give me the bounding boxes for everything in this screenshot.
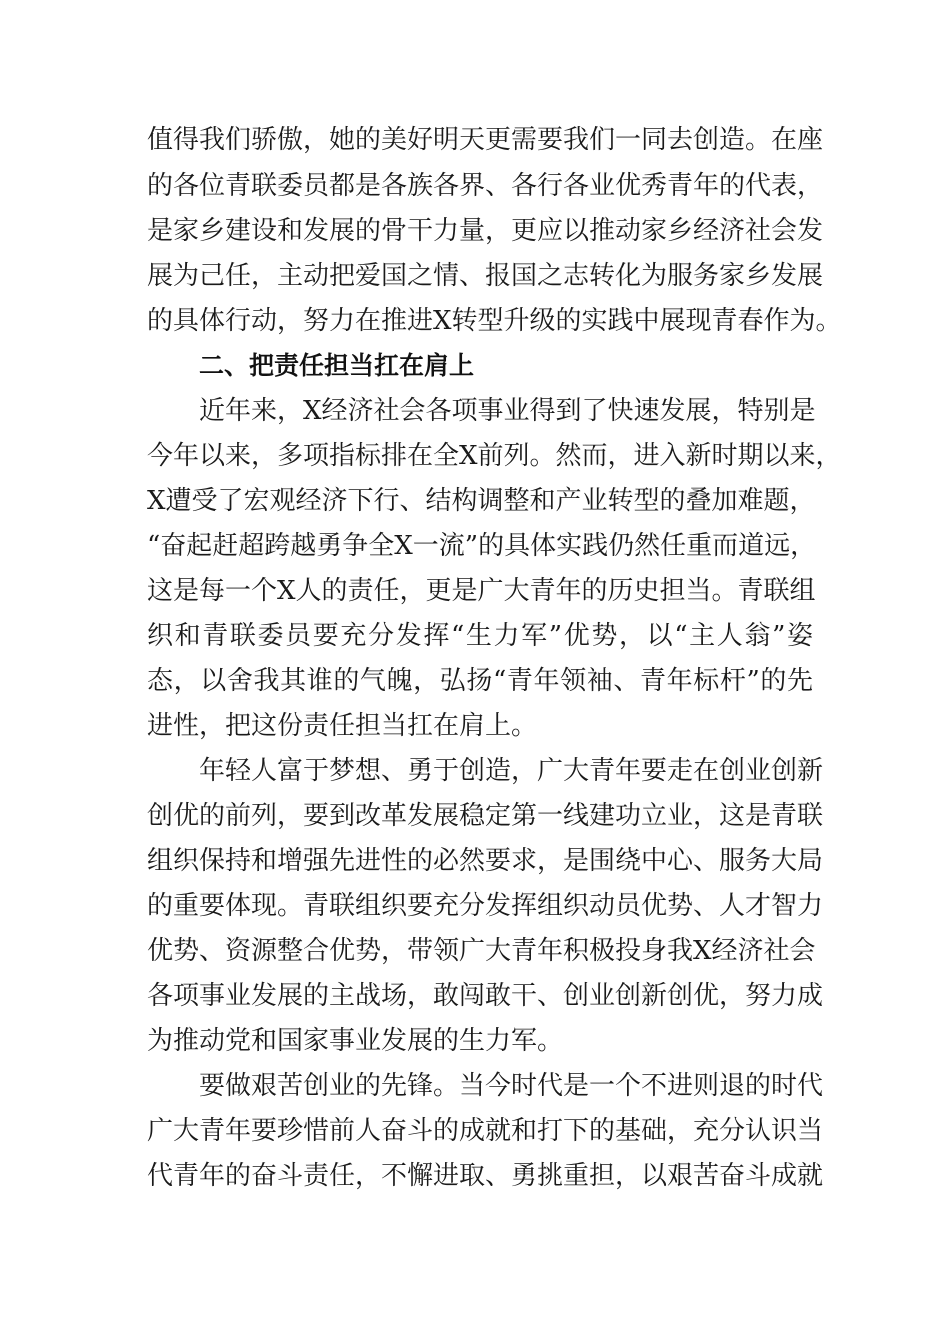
section-heading: 二、把责任担当扛在肩上 [199,351,475,380]
paragraph-2-line-5: 这是每一个X人的责任，更是广大青年的历史担当。青联组 [147,576,816,606]
paragraph-2-line-3: X遭受了宏观经济下行、结构调整和产业转型的叠加难题， [147,486,816,516]
paragraph-2-line-7: 态，以舍我其谁的气魄，弘扬“青年领袖、青年标杆”的先 [147,666,813,696]
paragraph-3-line-3: 组织保持和增强先进性的必然要求，是围绕中心、服务大局 [147,846,824,876]
paragraph-2-line-4: “奋起赶超跨越勇争全X一流”的具体实践仍然任重而道远， [147,531,817,561]
paragraph-3-line-4: 的重要体现。青联组织要充分发挥组织动员优势、人才智力 [147,891,824,921]
paragraph-3-line-5: 优势、资源整合优势，带领广大青年积极投身我X经济社会 [147,936,816,966]
paragraph-2-line-2: 今年以来，多项指标排在全X前列。然而，进入新时期以来， [147,441,842,471]
paragraph-1-line-1: 值得我们骄傲，她的美好明天更需要我们一同去创造。在座 [147,125,824,155]
paragraph-4-line-1: 要做艰苦创业的先锋。当今时代是一个不进则退的时代 [199,1071,824,1101]
paragraph-2-line-6: 织和青联委员要充分发挥“生力军”优势，以“主人翁”姿 [147,621,813,651]
paragraph-4-line-2: 广大青年要珍惜前人奋斗的成就和打下的基础，充分认识当 [147,1116,824,1146]
paragraph-1-line-2: 的各位青联委员都是各族各界、各行各业优秀青年的代表， [147,171,824,201]
paragraph-3-line-7: 为推动党和国家事业发展的生力军。 [147,1026,564,1056]
paragraph-3-line-6: 各项事业发展的主战场，敢闯敢干、创业创新创优，努力成 [147,981,824,1011]
paragraph-4-line-3: 代青年的奋斗责任，不懈进取、勇挑重担，以艰苦奋斗成就 [147,1161,824,1191]
paragraph-2-line-8: 进性，把这份责任担当扛在肩上。 [147,711,538,741]
paragraph-1-line-4: 展为己任，主动把爱国之情、报国之志转化为服务家乡发展 [147,261,824,291]
paragraph-1-line-3: 是家乡建设和发展的骨干力量，更应以推动家乡经济社会发 [147,216,824,246]
paragraph-2-line-1: 近年来，X经济社会各项事业得到了快速发展，特别是 [199,396,816,426]
paragraph-3-line-2: 创优的前列，要到改革发展稳定第一线建功立业，这是青联 [147,801,824,831]
paragraph-1-line-5: 的具体行动，努力在推进X转型升级的实践中展现青春作为。 [147,306,842,336]
paragraph-3-line-1: 年轻人富于梦想、勇于创造，广大青年要走在创业创新 [199,756,824,786]
